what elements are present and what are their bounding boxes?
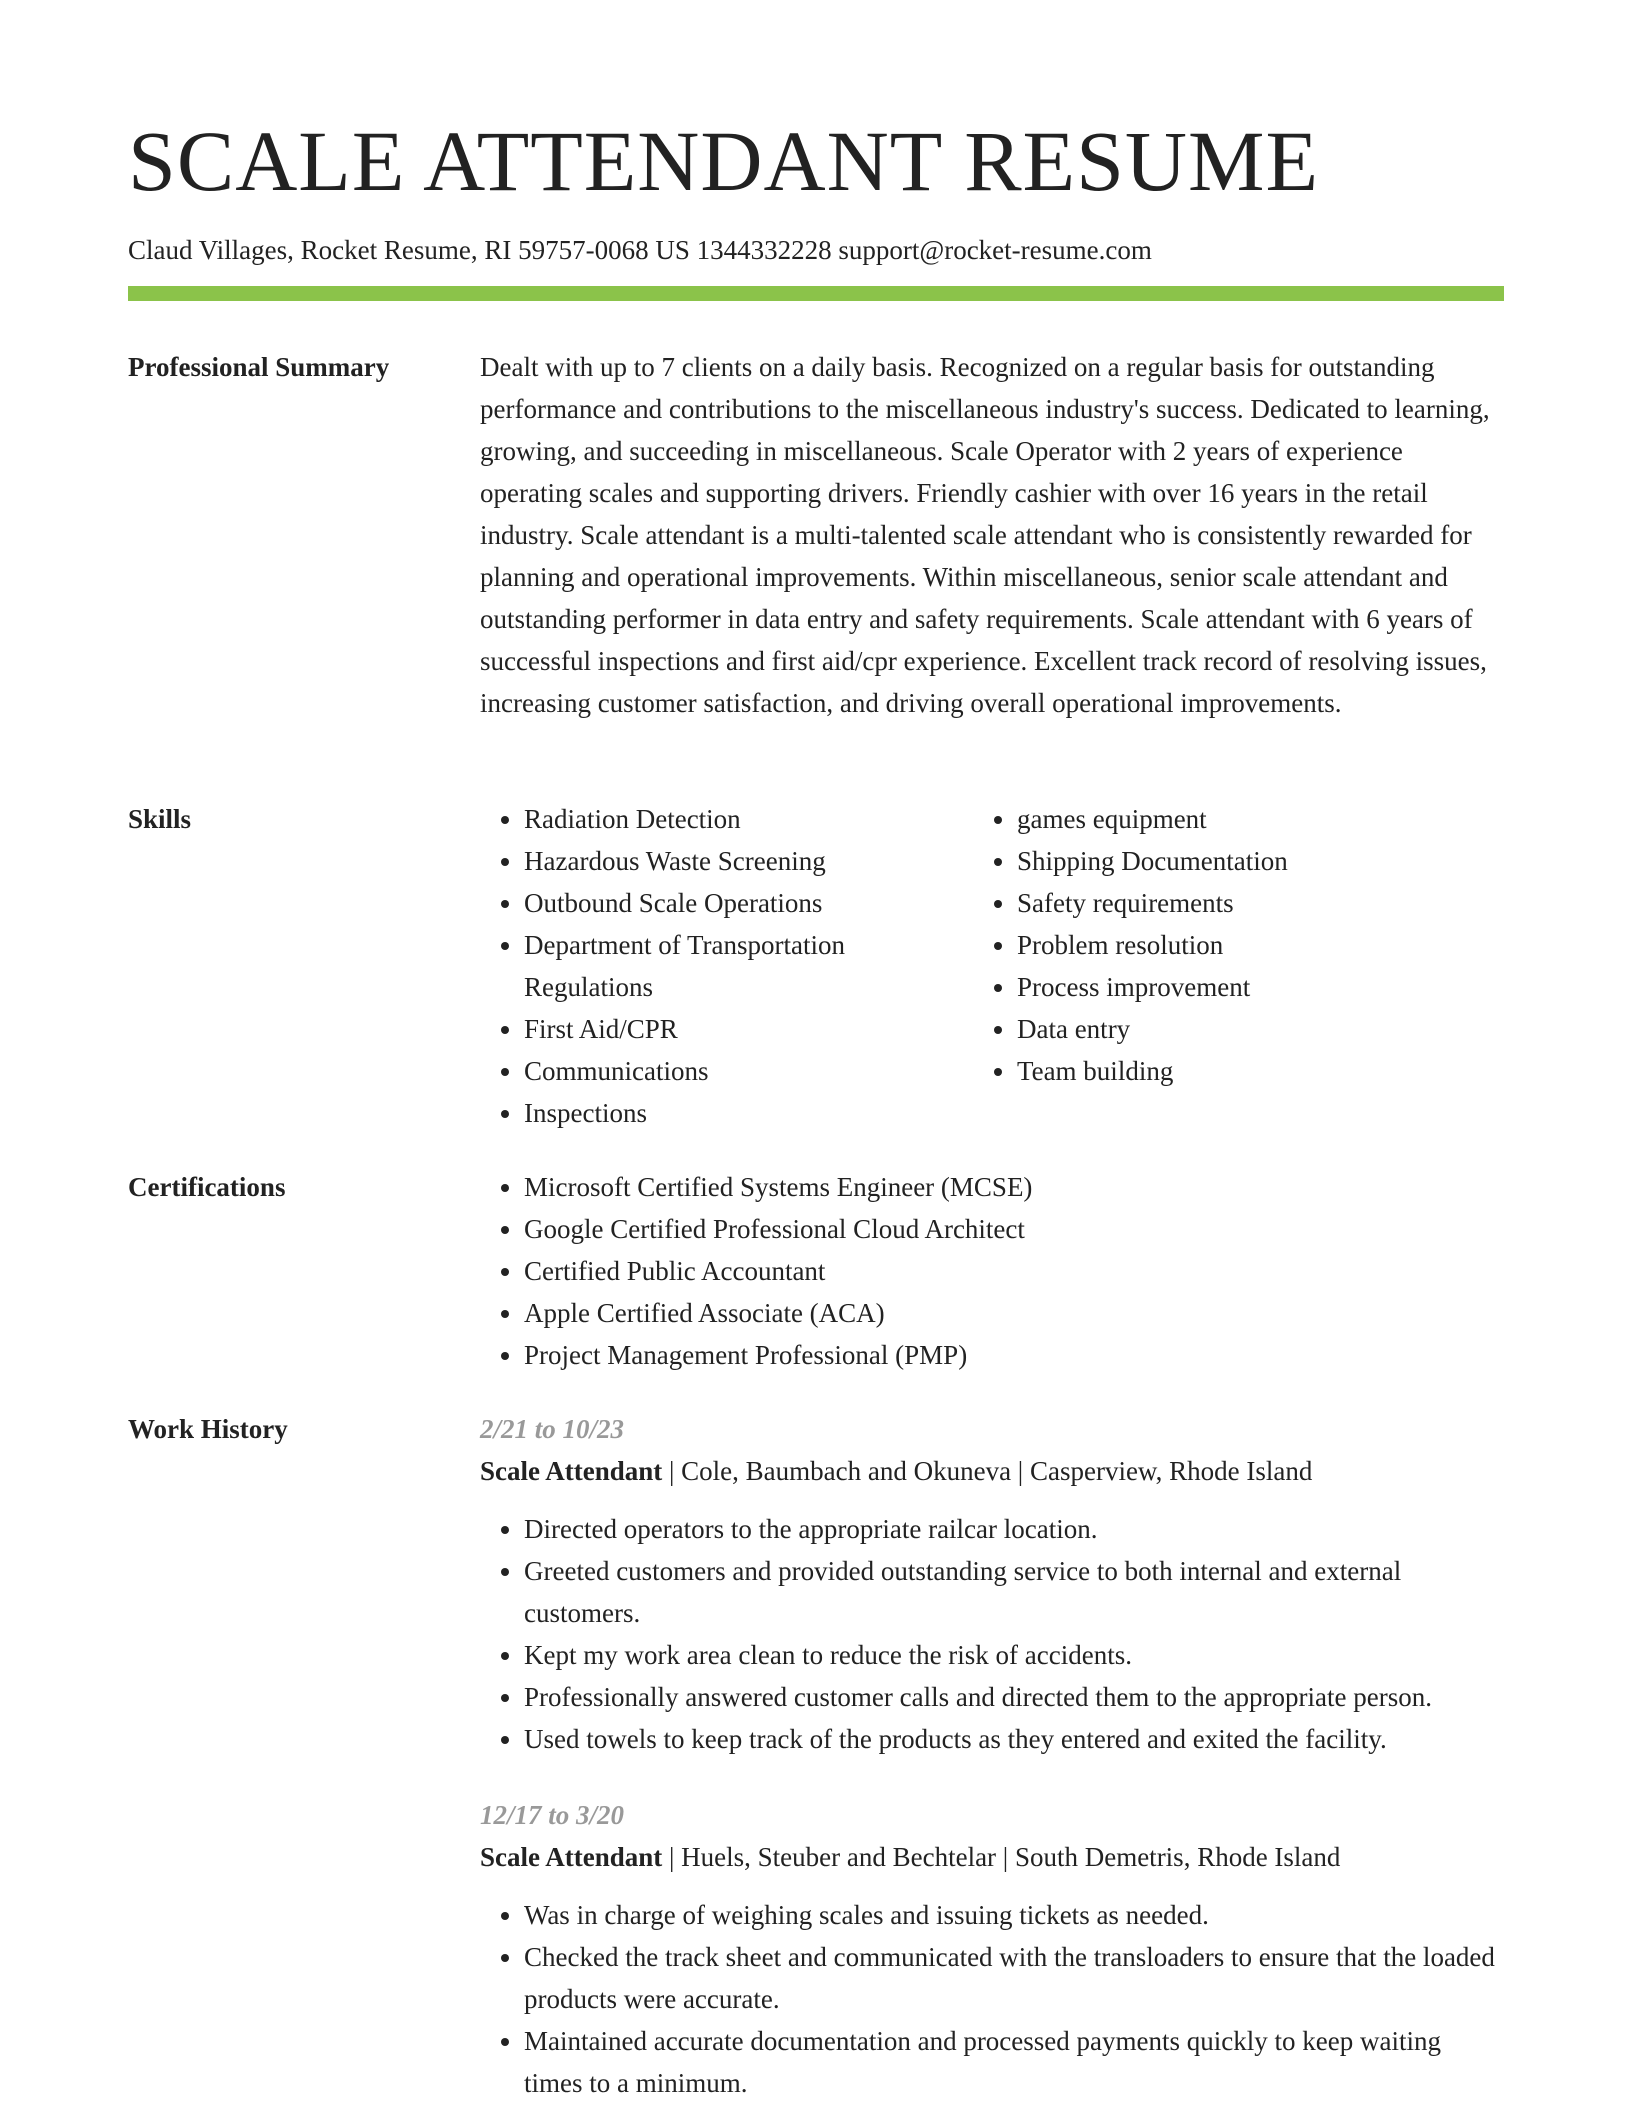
job-dates: 12/17 to 3/20 <box>480 1800 625 1830</box>
job-details: | Huels, Steuber and Bechtelar | South Demetris, Rhode Island <box>662 1842 1341 1872</box>
job-bullet: • Was in charge of weighing scales and issuing tickets as needed. <box>524 1894 1505 1936</box>
skills-section <box>480 798 1505 1134</box>
summary-label: Professional Summary <box>128 352 390 382</box>
certification-item: • Microsoft Certified Systems Engineer (MCSE) <box>524 1166 1505 1208</box>
accent-bar <box>128 286 1504 301</box>
job-header <box>480 1450 1505 1492</box>
job-role: Scale Attendant <box>480 1842 663 1872</box>
resume-title: SCALE ATTENDANT RESUME <box>128 113 1320 209</box>
job-dates: 2/21 to 10/23 <box>480 1414 625 1444</box>
job-role: Scale Attendant <box>480 1456 663 1486</box>
skill-item: • Safety requirements <box>1017 882 1505 924</box>
skill-item: • First Aid/CPR <box>524 1008 973 1050</box>
certification-item: • Apple Certified Associate (ACA) <box>524 1292 1505 1334</box>
certification-item: • Certified Public Accountant <box>524 1250 1505 1292</box>
job-bullet: • Professionally answered customer calls and directed them to the appropriate person. <box>524 1676 1505 1718</box>
skill-item: • Inspections <box>524 1092 973 1134</box>
contact-line: Claud Villages, Rocket Resume, RI 59757-0068 US 1344332228 support@rocket-resume.com <box>128 235 1152 265</box>
job-bullet: • Directed operators to the appropriate railcar location. <box>524 1508 1505 1550</box>
certification-item: • Project Management Professional (PMP) <box>524 1334 1505 1376</box>
summary-text: Dealt with up to 7 clients on a daily basis. Recognized on a regular basis for outstanding performance and contributions to the miscellaneous industry's success. Dedicated to learning, growing, and succeeding in miscellaneous. Scale Operator with 2 years of experience operating scales and supporting drivers. Friendly cashier with over 16 years in the retail industry. Scale attendant is a multi-talented scale attendant who is consistently rewarded for planning and operational improvements. Within miscellaneous, senior scale attendant and outstanding performer in data entry and safety requirements. Scale attendant with 6 years of successful inspections and first aid/cpr experience. Excellent track record of resolving issues, increasing customer satisfaction, and driving overall operational improvements. <box>480 352 1490 718</box>
skill-item: • Shipping Documentation <box>1017 840 1505 882</box>
skill-item: • Radiation Detection <box>524 798 973 840</box>
work-history-section <box>480 1408 1505 2104</box>
certification-item: • Google Certified Professional Cloud Architect <box>524 1208 1505 1250</box>
skills-label: Skills <box>128 804 192 834</box>
work-history-label: Work History <box>128 1414 288 1444</box>
skill-item: • Communications <box>524 1050 973 1092</box>
job-details: | Cole, Baumbach and Okuneva | Casperview, Rhode Island <box>662 1456 1313 1486</box>
job-bullet: • Greeted customers and provided outstanding service to both internal and external customers. <box>524 1550 1505 1634</box>
skills-left-list <box>480 798 973 1134</box>
job-header <box>480 1836 1505 1878</box>
certifications-label: Certifications <box>128 1172 286 1202</box>
skill-item: • Department of Transportation Regulations <box>524 924 973 1008</box>
skill-item: • Process improvement <box>1017 966 1505 1008</box>
skill-item: • Hazardous Waste Screening <box>524 840 973 882</box>
job-bullet: • Checked the track sheet and communicated with the transloaders to ensure that the loaded products were accurate. <box>524 1936 1505 2020</box>
certifications-section <box>480 1166 1505 1376</box>
job-bullets <box>480 1894 1505 2104</box>
skill-item: • Outbound Scale Operations <box>524 882 973 924</box>
job-bullet: • Kept my work area clean to reduce the risk of accidents. <box>524 1634 1505 1676</box>
certifications-list <box>480 1166 1505 1376</box>
job-bullet: • Used towels to keep track of the products as they entered and exited the facility. <box>524 1718 1505 1760</box>
skills-right-list <box>973 798 1505 1134</box>
skill-item: • Data entry <box>1017 1008 1505 1050</box>
skill-item: • games equipment <box>1017 798 1505 840</box>
job-bullet: • Maintained accurate documentation and processed payments quickly to keep waiting times to a minimum. <box>524 2020 1505 2104</box>
summary-section <box>480 346 1505 724</box>
skill-item: • Problem resolution <box>1017 924 1505 966</box>
skill-item: • Team building <box>1017 1050 1505 1092</box>
job-entry <box>480 1408 1505 1760</box>
job-bullets <box>480 1508 1505 1760</box>
job-entry <box>480 1794 1505 2104</box>
